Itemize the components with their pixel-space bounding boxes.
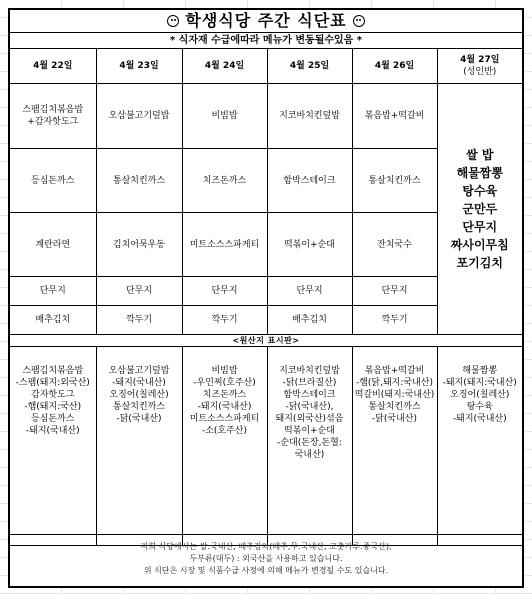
menu-cell: 배추김치 <box>267 306 352 335</box>
subtitle: * 식자재 수급에따라 메뉴가 변동될수있음 * <box>10 33 522 49</box>
origin-line: 지코바치킨덮밥 <box>279 366 340 376</box>
origin-line: -닭(국내산), <box>285 402 334 412</box>
menu-cell: 깍두기 <box>96 306 182 335</box>
origin-line: -스팸(돼지:외국산) <box>15 378 90 388</box>
smiley-icon <box>353 15 365 27</box>
menu-cell: 배추김치 <box>10 306 96 335</box>
origin-line: 비빔밥 <box>211 366 238 376</box>
menu-cell: 볶음밥+떡갈비 <box>352 84 437 149</box>
origin-line: -순대(돈장,돈혈:국내산) <box>277 438 342 460</box>
origin-line: 해물짬뽕 <box>462 366 498 376</box>
date-header-cell: 4월 25일 <box>267 49 352 84</box>
origin-cell <box>437 347 522 546</box>
date-label: 4월 27일 <box>460 55 500 65</box>
origin-cell <box>267 347 352 546</box>
date-header-cell: 4월 24일 <box>182 49 267 84</box>
date-header-cell: 4월 22일 <box>10 49 96 84</box>
origin-line: -돼지(국내산) <box>197 402 252 412</box>
menu-cell: 단무지 <box>182 277 267 306</box>
saturday-menu-cell <box>437 84 522 335</box>
saturday-menu-item: 쌀 밥 <box>466 148 494 162</box>
menu-cell: 지코바치킨덮밥 <box>267 84 352 149</box>
origin-line: 치즈돈까스 <box>202 390 247 400</box>
saturday-menu-item: 해물짬뽕 <box>456 166 503 180</box>
menu-cell: 함박스테이크 <box>267 149 352 213</box>
origin-line: 오삼불고기덮밥 <box>108 366 170 376</box>
saturday-menu-item: 단무지 <box>462 220 498 234</box>
page-title <box>10 10 522 33</box>
menu-cell: 떡볶이+순대 <box>267 213 352 277</box>
notice-line: 저희 식당에서는 쌀:국내산, 배추김치(배추,무:국내산, 고춧가루:중국산), <box>140 542 392 551</box>
origin-table <box>10 347 522 546</box>
origin-cell <box>182 347 267 546</box>
origin-line: -돼지(국내산) <box>452 414 507 424</box>
origin-line: -돼지(국내산) <box>112 378 166 388</box>
menu-cell: 단무지 <box>96 277 182 306</box>
menu-cell: 깍두기 <box>352 306 437 335</box>
menu-cell: 오삼불고기덮밥 <box>96 84 182 149</box>
date-note: (성인반) <box>463 67 497 77</box>
origin-line: 오징어(칠레산) <box>450 390 510 400</box>
origin-line: -우민찌(호주산) <box>193 378 256 388</box>
menu-cell: 등심돈까스 <box>10 149 96 213</box>
notice-footer <box>10 534 522 586</box>
origin-line: 떡볶이+순대 <box>283 426 335 436</box>
menu-table <box>10 49 522 335</box>
origin-line: 미트소스스파게티 <box>189 414 260 424</box>
saturday-menu-item: 포기김치 <box>456 256 503 270</box>
notice-line: 위 식단은 시장 및 식품수급 사정에 의해 메뉴가 변경될 수도 있습니다. <box>143 566 389 575</box>
menu-cell: 단무지 <box>267 277 352 306</box>
origin-line: -돼지(국내산) <box>25 426 80 436</box>
menu-cell: 치즈돈까스 <box>182 149 267 213</box>
origin-line: 떡갈비(돼지:국내산) <box>354 390 435 400</box>
date-header-row <box>10 49 522 84</box>
menu-cell: 단무지 <box>352 277 437 306</box>
weekly-menu-sheet <box>8 8 524 588</box>
origin-row <box>10 347 522 546</box>
notice-line: 두부류(대두) : 외국산을 사용하고 있습니다. <box>189 554 343 563</box>
menu-cell: 잔치국수 <box>352 213 437 277</box>
menu-cell: 깍두기 <box>182 306 267 335</box>
menu-cell: 통살치킨까스 <box>96 149 182 213</box>
menu-cell: 비빔밥 <box>182 84 267 149</box>
origin-line: -소(호주산) <box>201 426 248 436</box>
origin-line: -햄(돼지:국산) <box>24 402 82 412</box>
saturday-menu-item: 군만두 <box>462 202 498 216</box>
date-header-cell-saturday <box>437 49 522 84</box>
origin-cell <box>352 347 437 546</box>
origin-line: -닭(국내산) <box>116 414 162 424</box>
origin-line: 통살치킨까스 <box>368 402 421 412</box>
saturday-menu-item: 탕수육 <box>462 184 498 198</box>
menu-cell: 스팸김치볶음밥 +감자핫도그 <box>10 84 96 149</box>
origin-line: -햄(닭,돼지:국내산) <box>355 378 434 388</box>
menu-cell: 단무지 <box>10 277 96 306</box>
menu-cell: 통살치킨까스 <box>352 149 437 213</box>
menu-cell: 김치어묵우동 <box>96 213 182 277</box>
smiley-icon <box>167 15 179 27</box>
menu-cell: 계란라면 <box>10 213 96 277</box>
menu-row <box>10 84 522 149</box>
origin-section-title: <원산지 표시판> <box>10 335 522 347</box>
origin-line: -닭(브라질산) <box>282 378 337 388</box>
saturday-menu-item: 짜사이무침 <box>450 238 509 252</box>
origin-line: 통살치킨까스 <box>112 402 166 412</box>
origin-line: 등심돈까스 <box>31 414 75 424</box>
origin-cell <box>96 347 182 546</box>
origin-cell <box>10 347 96 546</box>
origin-line: 오징어(칠레산) <box>109 390 169 400</box>
date-header-cell: 4월 23일 <box>96 49 182 84</box>
origin-line: 돼지(외국산)섞음 <box>275 414 344 424</box>
origin-line: 함박스테이크 <box>283 390 336 400</box>
origin-line: 탕수육 <box>466 402 493 412</box>
menu-cell: 미트소스스파게티 <box>182 213 267 277</box>
origin-line: 감자핫도그 <box>31 390 75 400</box>
origin-line: -돼지(돼지:국내산) <box>442 378 517 388</box>
origin-line: -닭(국내산) <box>371 414 418 424</box>
origin-line: 스팸김치볶음밥 <box>22 366 84 376</box>
title-text: 학생식당 주간 식단표 <box>185 11 347 30</box>
date-header-cell: 4월 26일 <box>352 49 437 84</box>
origin-line: 볶음밥+떡갈비 <box>364 366 425 376</box>
